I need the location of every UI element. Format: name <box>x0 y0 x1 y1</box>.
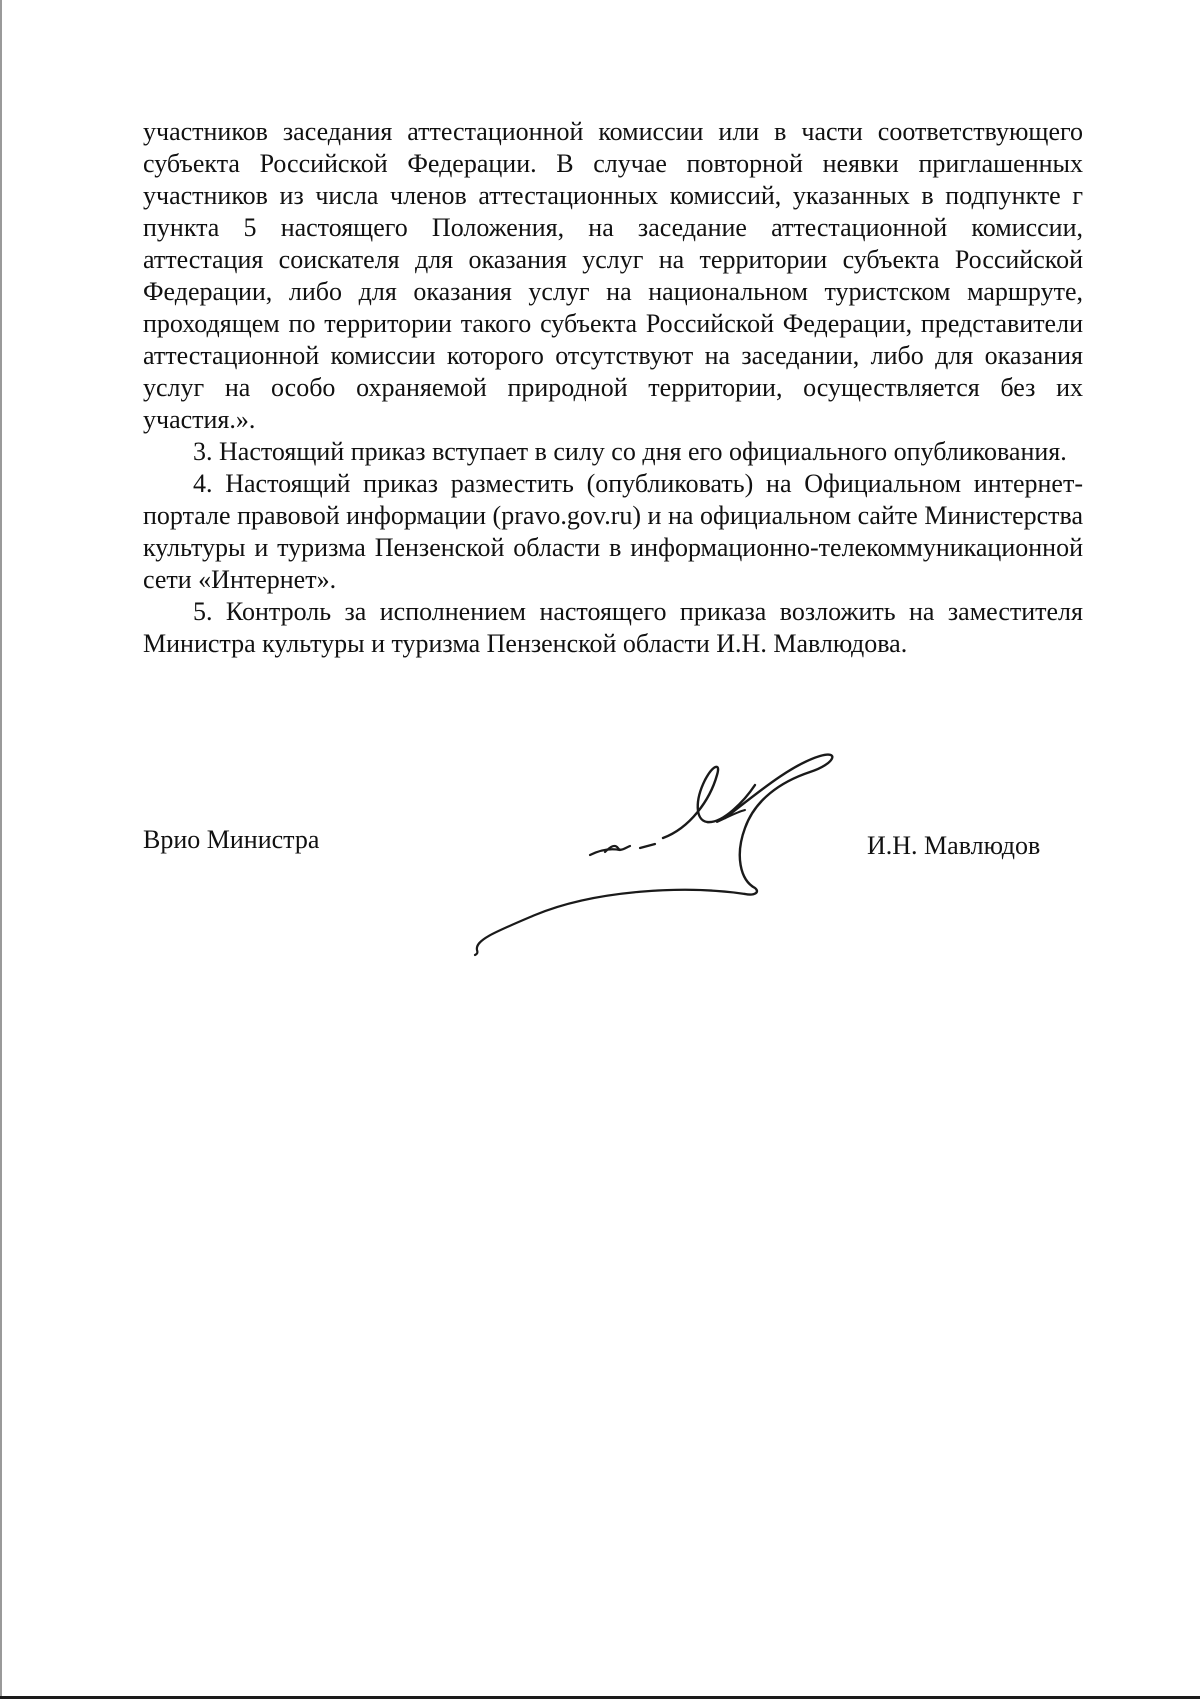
signatory-title: Врио Министра <box>143 825 320 854</box>
paragraph-continuation: участников заседания аттестационной комиссии или в части соответствующего субъекта Российской Федерации. В случае повторной неявки приглашенных участников из числа членов аттестационных комиссий, указанных в подпункте г пункта 5 настоящего Положения, на заседание аттестационной комиссии, аттестация соискателя для оказания услуг на территории субъекта Российской Федерации, либо для оказания услуг на национальном туристском маршруте, проходящем по территории такого субъекта Российской Федерации, представители аттестационной комиссии которого отсутствуют на заседании, либо для оказания услуг на особо охраняемой природной территории, осуществляется без их участия.». <box>143 117 1083 434</box>
page-edge-left <box>0 0 2 1699</box>
paragraph-item-4: 4. Настоящий приказ разместить (опубликовать) на Официальном интернет-портале правовой информации (pravo.gov.ru) и на официальном сайте Министерства культуры и туризма Пензенской области в информационно-телекоммуникационной сети «Интернет». <box>143 469 1083 594</box>
document-body <box>143 116 1083 660</box>
paragraph-item-5: 5. Контроль за исполнением настоящего приказа возложить на заместителя Министра культуры и туризма Пензенской области И.Н. Мавлюдова. <box>143 597 1083 658</box>
signatory-name: И.Н. Мавлюдов <box>867 831 1041 860</box>
handwritten-signature-image <box>455 740 925 970</box>
paragraph-item-3: 3. Настоящий приказ вступает в силу со дня его официального опубликования. <box>193 437 1067 466</box>
